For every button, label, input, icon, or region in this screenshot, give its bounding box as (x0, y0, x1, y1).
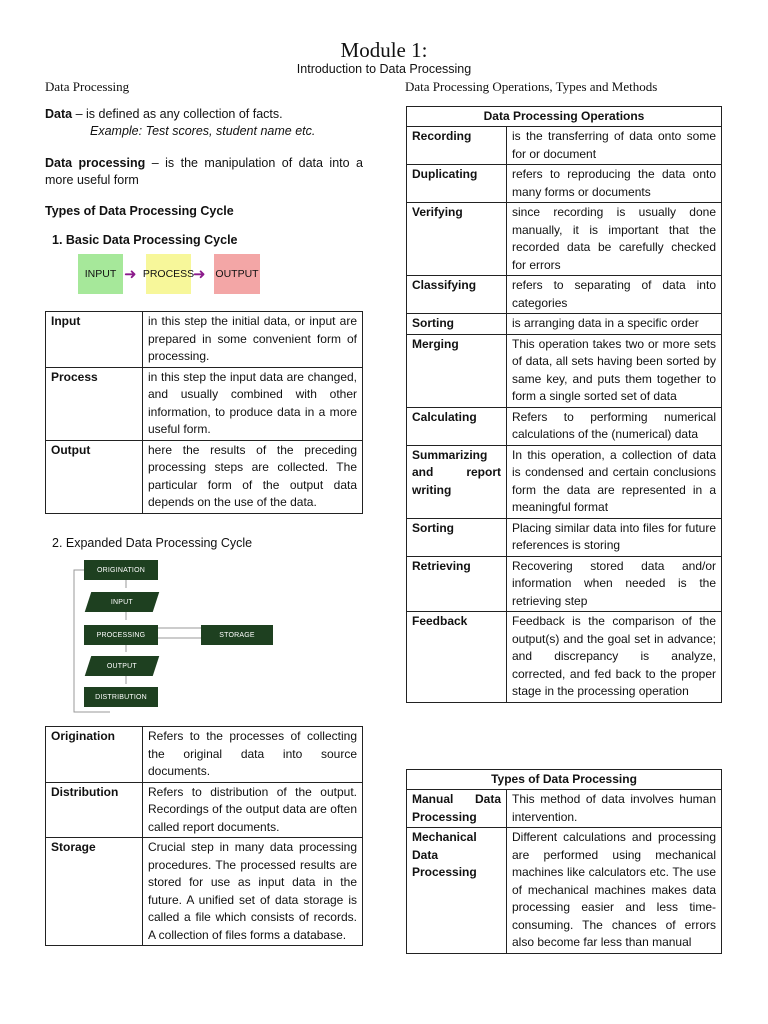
types-table (406, 769, 722, 954)
input-shape: INPUT (85, 592, 159, 612)
processing-term: Data processing (45, 156, 146, 170)
row-value: is the transferring of data onto some for or document (507, 127, 722, 165)
row-key: Output (46, 440, 143, 513)
table-row (407, 828, 722, 954)
storage-box: STORAGE (201, 625, 273, 645)
page-title: Module 1: (340, 38, 428, 62)
expanded-cycle-heading: 2. Expanded Data Processing Cycle (52, 536, 253, 550)
table-row (407, 334, 722, 407)
distribution-box: DISTRIBUTION (84, 687, 158, 707)
table-row (46, 838, 363, 946)
row-key: Process (46, 367, 143, 440)
table-row (407, 407, 722, 445)
origination-box: ORIGINATION (84, 560, 158, 580)
row-key: Sorting (407, 314, 507, 335)
row-key: Feedback (407, 612, 507, 703)
row-key: Storage (46, 838, 143, 946)
row-value: Crucial step in many data processing procedures. The processed results are stored for use as input data in the future. A unified set of data storage is called a file which consists of records. A collection of files forms a database. (143, 838, 363, 946)
table-row (46, 440, 363, 513)
row-key: Duplicating (407, 165, 507, 203)
row-value: since recording is usually done manually, it is important that the recorded data be carefully checked for errors (507, 203, 722, 276)
row-value: Refers to the processes of collecting the original data into source documents. (143, 727, 363, 783)
row-value: Recovering stored data and/or information when needed is the retrieving step (507, 556, 722, 612)
processing-definition (45, 155, 363, 189)
table-row (46, 312, 363, 368)
types-table-header: Types of Data Processing (407, 770, 722, 790)
row-key: Verifying (407, 203, 507, 276)
row-value: Refers to distribution of the output. Recordings of the output data are often called report documents. (143, 782, 363, 838)
data-example: Example: Test scores, student name etc. (90, 124, 316, 138)
row-key: Manual Data Processing (407, 790, 507, 828)
row-key: Input (46, 312, 143, 368)
table-row (46, 782, 363, 838)
row-value: refers to separating of data into categories (507, 276, 722, 314)
operations-table-header: Data Processing Operations (407, 107, 722, 127)
row-value: in this step the initial data, or input are prepared in some convenient form of processing. (143, 312, 363, 368)
row-key: Classifying (407, 276, 507, 314)
data-definition-text: – is defined as any collection of facts. (72, 107, 283, 121)
types-heading: Types of Data Processing Cycle (45, 204, 234, 218)
row-key: Distribution (46, 782, 143, 838)
data-definition (45, 106, 363, 140)
row-value: Different calculations and processing are performed using mechanical machines like calculators etc. The use of mechanical machines makes data processing easier and less time-consuming. The chances of errors also become far less than manual (507, 828, 722, 954)
table-row (46, 367, 363, 440)
arrow-right-icon: ➜ (193, 266, 206, 283)
table-row (407, 790, 722, 828)
table-row (407, 518, 722, 556)
table-row (407, 203, 722, 276)
table-row (407, 165, 722, 203)
processing-box: PROCESSING (84, 625, 158, 645)
table-row (46, 727, 363, 783)
row-key: Origination (46, 727, 143, 783)
row-key: Merging (407, 334, 507, 407)
page-subtitle: Introduction to Data Processing (296, 62, 472, 76)
process-box: PROCESS (146, 254, 191, 294)
row-value: This operation takes two or more sets of data, all sets having been sorted by same key, and puts them together to form a single sorted set of data (507, 334, 722, 407)
data-term: Data (45, 107, 73, 121)
row-value: Placing similar data into files for future references is storing (507, 518, 722, 556)
table-row (407, 314, 722, 335)
row-key: Mechanical Data Processing (407, 828, 507, 954)
output-shape: OUTPUT (85, 656, 159, 676)
table-row (407, 127, 722, 165)
output-box: OUTPUT (214, 254, 260, 294)
operations-table (406, 106, 722, 703)
row-value: refers to reproducing the data onto many forms or documents (507, 165, 722, 203)
left-column-heading: Data Processing (45, 79, 130, 94)
basic-cycle-heading: 1. Basic Data Processing Cycle (52, 233, 238, 247)
row-value: here the results of the preceding processing steps are collected. The particular form of the output data depends on the use of the data. (143, 440, 363, 513)
row-value: is arranging data in a specific order (507, 314, 722, 335)
row-value: Feedback is the comparison of the output(s) and the goal set in advance; and discrepancy is analyze, corrected, and fed back to the proper stage in the processing operation (507, 612, 722, 703)
table-row (407, 445, 722, 518)
table-row (407, 276, 722, 314)
row-value: in this step the input data are changed, and usually combined with other information, to produce data in a more useful form. (143, 367, 363, 440)
basic-cycle-table (45, 311, 363, 514)
row-value: Refers to performing numerical calculations of the (numerical) data (507, 407, 722, 445)
row-key: Calculating (407, 407, 507, 445)
table-row (407, 556, 722, 612)
row-value: In this operation, a collection of data is condensed and certain conclusions form the data are represented in a meaningful format (507, 445, 722, 518)
input-box: INPUT (78, 254, 123, 294)
row-key: Recording (407, 127, 507, 165)
row-key: Retrieving (407, 556, 507, 612)
row-value: This method of data involves human intervention. (507, 790, 722, 828)
expanded-cycle-table (45, 726, 363, 946)
right-column-heading: Data Processing Operations, Types and Methods (405, 79, 658, 94)
arrow-right-icon: ➜ (124, 266, 137, 283)
processing-definition-text: – is the manipulation of data into a more useful form (45, 156, 363, 187)
table-row (407, 612, 722, 703)
row-key: Summarizing and report writing (407, 445, 507, 518)
row-key: Sorting (407, 518, 507, 556)
